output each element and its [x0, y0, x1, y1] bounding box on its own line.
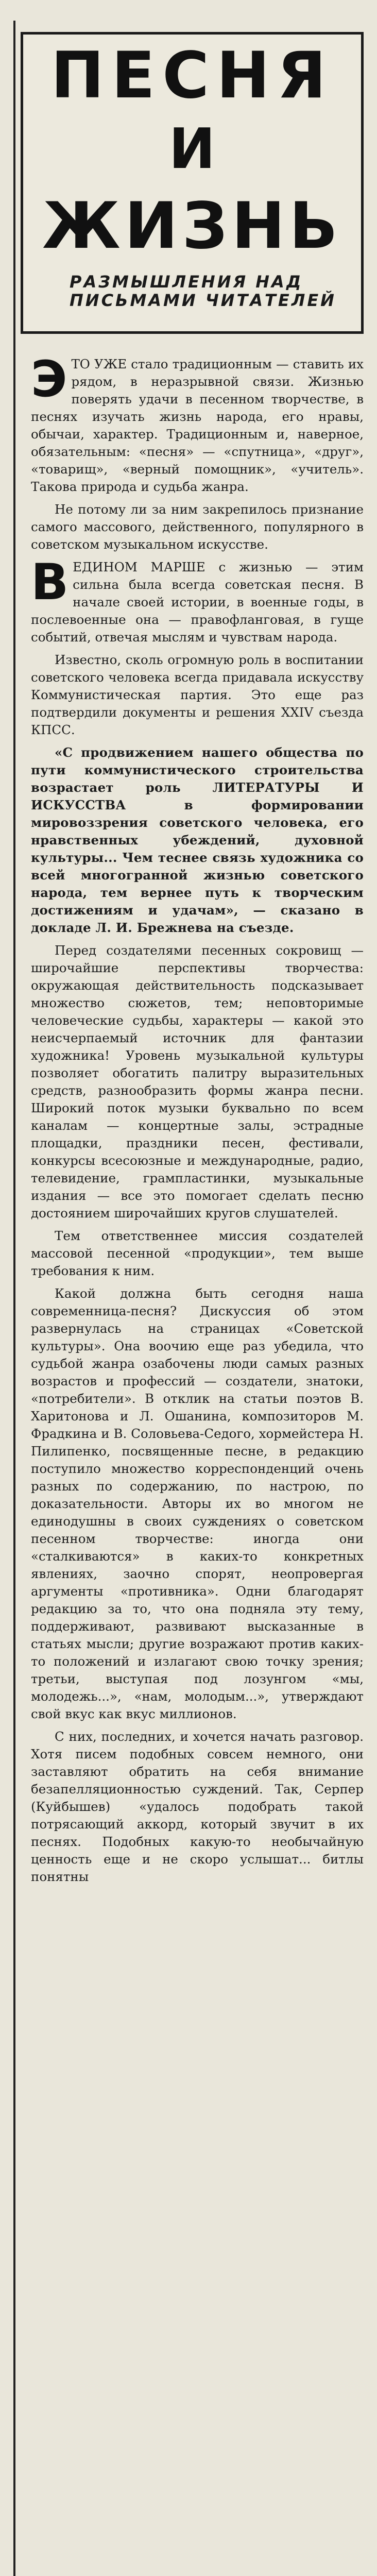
- paragraph-8: Какой должна быть сегодня наша современница-песня? Дискуссия об этом развернулась на страницах «Советской культуры». Она воочию еще раз убедила, что судьбой жанра озабочены люди самых разных возрастов и профессий — создатели, знатоки, «потребители». В отклик на статьи поэтов В. Харитонова и Л. Ошанина, композиторов М. Фрадкина и В. Соловьева-Седого, хормейстера Н. Пилипенко, посвященные песне, в редакцию поступило множество корреспонденций очень разных по содержанию, по настрою, по доказательности. Авторы их во многом не единодушны в своих суждениях о советском песенном творчестве: иногда они «сталкиваются» в каких-то конкретных явлениях, заочно спорят, неопровергая аргументы «противника». Одни благодарят редакцию за то, что она подняла эту тему, поддерживают, развивают высказанные в статьях мысли; другие возражают против каких-то положений и излагают свою точку зрения; третьи, выступая под лозунгом «мы, молодежь...», «нам, молодым...», утверждают свой вкус как вкус миллионов.: [31, 1286, 364, 1721]
- paragraph-9: С них, последних, и хочется начать разговор. Хотя писем подобных совсем немного, они заставляют обратить на себя внимание безапелляционностью суждений. Так, Серпер (Куйбышев) «удалось подобрать такой потрясающий аккорд, который звучит в их песнях. Подобных какую-то необычайную ценность еще и не скоро услышат... битлы понятны: [31, 1729, 364, 1884]
- subtitle: РАЗМЫШЛЕНИЯ НАД ПИСЬМАМИ ЧИТАТЕЛЕЙ: [70, 272, 336, 310]
- paragraph-1: [31, 350, 364, 496]
- paragraph-3-text: ЕДИНОМ МАРШЕ с жизнью — этим сильна была всегда советская песня. В начале своей истории, в военные годы, в послевоенные она — правофланговая, в гуще событий, отвечая мыслям и чувствам народа.: [31, 560, 364, 645]
- headline-box: [21, 32, 364, 334]
- headline-word-3: ЖИЗНЬ: [42, 189, 342, 263]
- headline-word-1: ПЕСНЯ: [50, 39, 334, 113]
- article-body: [31, 350, 364, 1891]
- paragraph-4: Известно, сколь огромную роль в воспитании советского человека всегда придавала искусству Коммунистическая партия. Это еще раз подтвердили документы и решения XXIV съезда КПСС.: [31, 652, 364, 737]
- paragraph-2: Не потому ли за ним закрепилось признание самого массового, действенного, популярного в советском музыкальном искусстве.: [31, 502, 364, 552]
- paragraph-5-quote: «С продвижением нашего общества по пути коммунистического строительства возрастает роль ЛИТЕРАТУРЫ И ИСКУССТВА в формировании мировоззрения советского человека, его нравственных убеждений, духовной культуры... Чем теснее связь художника со всей многогранной жизнью советского народа, тем вернее путь к творческим достижениям и удачам», — сказано в докладе Л. И. Брежнева на съезде.: [31, 745, 364, 935]
- drop-cap: В: [31, 553, 69, 611]
- left-column-rule: [13, 21, 15, 2576]
- paragraph-1-text: ТО УЖЕ стало традиционным — ставить их рядом, в неразрывной связи. Жизнью поверять удачи в песенном творчестве, в песнях изучать жизнь народа, его нравы, обычаи, характер. Традиционным и, наверное, обязательным: «песня» — «спутница», «друг», «товарищ», «верный помощник», «учитель». Такова природа и судьба жанра.: [31, 357, 364, 494]
- paragraph-7: Тем ответственнее миссия создателей массовой песенной «продукции», тем выше требования к ним.: [31, 1228, 364, 1278]
- paragraph-3: [31, 553, 364, 646]
- headline-word-2: И: [168, 117, 216, 181]
- paragraph-6: Перед создателями песенных сокровищ — широчайшие перспективы творчества: окружающая действительность подсказывает множество сюжетов, тем; неповторимые человеческие судьбы, характеры — какой это неисчерпаемый источник для фантазии художника! Уровень музыкальной культуры позволяет обогатить палитру выразительных средств, разнообразить формы жанра песни. Широкий поток музыки буквально по всем каналам — концертные залы, эстрадные площадки, праздники песен, фестивали, конкурсы всесоюзные и международные, радио, телевидение, грампластинки, музыкальные издания — все это помогает сделать песню достоянием широчайших кругов слушателей.: [31, 943, 364, 1221]
- drop-cap: Э: [31, 350, 67, 408]
